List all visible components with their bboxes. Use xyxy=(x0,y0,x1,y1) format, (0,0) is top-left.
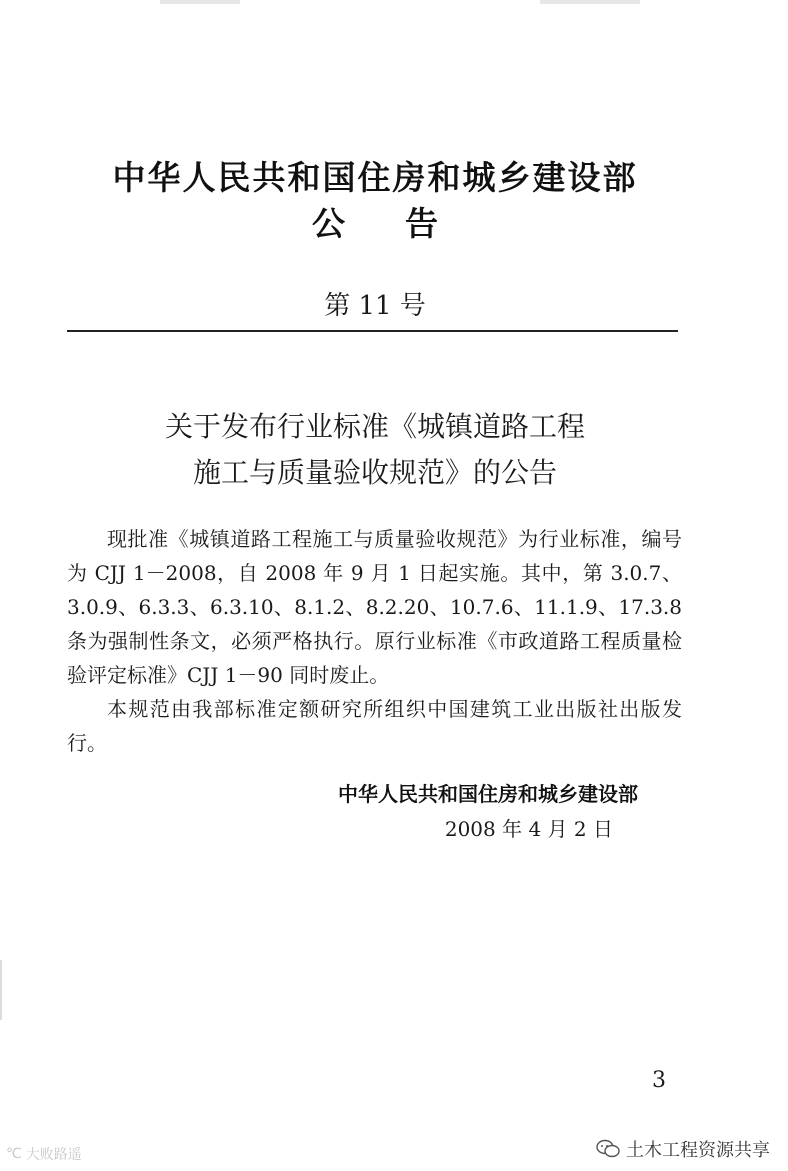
page-number: 3 xyxy=(652,1068,666,1093)
body-paragraph: 本规范由我部标准定额研究所组织中国建筑工业出版社出版发行。 xyxy=(67,697,682,755)
watermark-right-text: 土木工程资源共享 xyxy=(626,1140,770,1161)
horizontal-rule xyxy=(67,330,678,332)
wechat-icon xyxy=(596,1139,620,1159)
issue-date: 2008 年 4 月 2 日 xyxy=(444,817,613,841)
body-paragraph: 现批准《城镇道路工程施工与质量验收规范》为行业标准，编号为 CJJ 1－2008，自 2008 年 9 月 1 日起实施。其中，第 3.0.7、3.0.9、6.3.3、6.3.10、8.1.2、8.2.20、10.7.6、11.1.9、17.3.8 条为强制性条文，必须严格执行。原行业标准《市政道路工程质量检验评定标准》CJJ 1－90 同时废止。 xyxy=(67,527,682,687)
scan-artifact xyxy=(160,0,240,4)
notice-heading: 公告 xyxy=(312,204,498,243)
watermark-logo-icon: ℃ xyxy=(6,1146,22,1162)
watermark-right xyxy=(596,1136,770,1162)
notice-number: 第 11 号 xyxy=(324,291,426,321)
notice-title-line: 关于发布行业标准《城镇道路工程 xyxy=(164,410,585,443)
notice-title xyxy=(0,404,750,496)
scan-artifact xyxy=(0,960,2,1020)
watermark-left xyxy=(6,1144,82,1164)
notice-body xyxy=(67,522,682,760)
scan-artifact xyxy=(540,0,640,4)
ministry-title: 中华人民共和国住房和城乡建设部 xyxy=(112,158,638,197)
notice-title-line: 施工与质量验收规范》的公告 xyxy=(192,456,557,489)
issuer-signature: 中华人民共和国住房和城乡建设部 xyxy=(338,782,638,806)
watermark-left-text: 大败路遥 xyxy=(25,1147,82,1163)
